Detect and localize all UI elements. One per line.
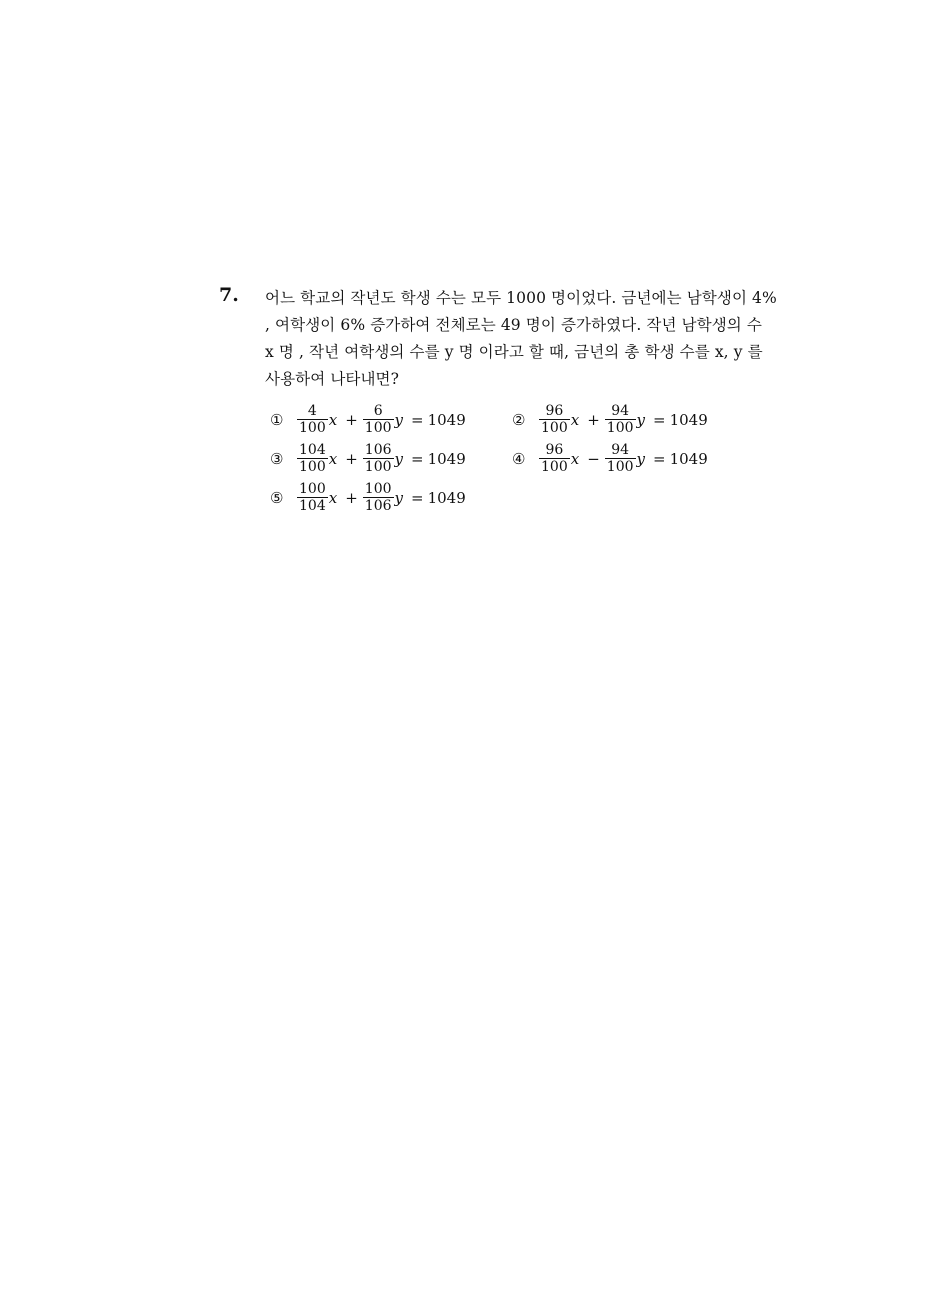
rhs-value: 1049 bbox=[427, 449, 466, 468]
operator: − bbox=[587, 449, 600, 468]
fraction: $\frac{106}{100}$ bbox=[364, 442, 392, 475]
choice-mark: ① bbox=[270, 410, 284, 429]
fraction: $\frac{96}{100}$ bbox=[541, 442, 568, 475]
choice-4[interactable] bbox=[512, 442, 708, 475]
equals-sign: = bbox=[411, 488, 424, 507]
choice-3[interactable] bbox=[270, 442, 466, 475]
operator: + bbox=[345, 410, 358, 429]
fraction: $\frac{94}{100}$ bbox=[606, 403, 634, 436]
rhs-value: 1049 bbox=[427, 410, 466, 429]
operator: + bbox=[345, 488, 358, 507]
variable-y: y bbox=[636, 449, 645, 468]
variable-y: y bbox=[636, 410, 645, 429]
choice-mark: ⑤ bbox=[270, 488, 284, 507]
fraction: $\frac{104}{100}$ bbox=[299, 442, 326, 475]
rhs-value: 1049 bbox=[669, 449, 708, 468]
rhs-value: 1049 bbox=[669, 410, 708, 429]
fraction: $\frac{4}{100}$ bbox=[299, 403, 326, 436]
equals-sign: = bbox=[411, 449, 424, 468]
fraction: $\frac{94}{100}$ bbox=[606, 442, 634, 475]
question-line-1: 어느 학교의 작년도 학생 수는 모두 1000 명이었다. 금년에는 남학생이 4% bbox=[265, 289, 777, 307]
variable-x: x bbox=[328, 410, 338, 429]
operator: + bbox=[587, 410, 600, 429]
variable-x: x bbox=[570, 449, 580, 468]
choice-1[interactable] bbox=[270, 403, 466, 436]
question-number: 7. bbox=[219, 284, 239, 306]
question-line-3: x 명 , 작년 여학생의 수를 y 명 이라고 할 때, 금년의 총 학생 수를 x, y 를 bbox=[265, 343, 763, 361]
equals-sign: = bbox=[411, 410, 424, 429]
choice-mark: ② bbox=[512, 410, 526, 429]
choice-mark: ④ bbox=[512, 449, 526, 468]
equals-sign: = bbox=[653, 410, 666, 429]
choice-2[interactable] bbox=[512, 403, 708, 436]
variable-x: x bbox=[570, 410, 580, 429]
choice-mark: ③ bbox=[270, 449, 284, 468]
variable-x: x bbox=[328, 449, 338, 468]
fraction: $\frac{100}{106}$ bbox=[364, 481, 392, 514]
variable-y: y bbox=[394, 410, 403, 429]
question-line-4: 사용하여 나타내면? bbox=[265, 370, 400, 388]
question-line-2: , 여학생이 6% 증가하여 전체로는 49 명이 증가하였다. 작년 남학생의 수 bbox=[265, 316, 762, 334]
equals-sign: = bbox=[653, 449, 666, 468]
choice-5[interactable] bbox=[270, 481, 466, 514]
fraction: $\frac{96}{100}$ bbox=[541, 403, 568, 436]
fraction: $\frac{6}{100}$ bbox=[364, 403, 392, 436]
variable-x: x bbox=[328, 488, 338, 507]
rhs-value: 1049 bbox=[427, 488, 466, 507]
fraction: $\frac{100}{104}$ bbox=[299, 481, 326, 514]
variable-y: y bbox=[394, 449, 403, 468]
operator: + bbox=[345, 449, 358, 468]
variable-y: y bbox=[394, 488, 403, 507]
